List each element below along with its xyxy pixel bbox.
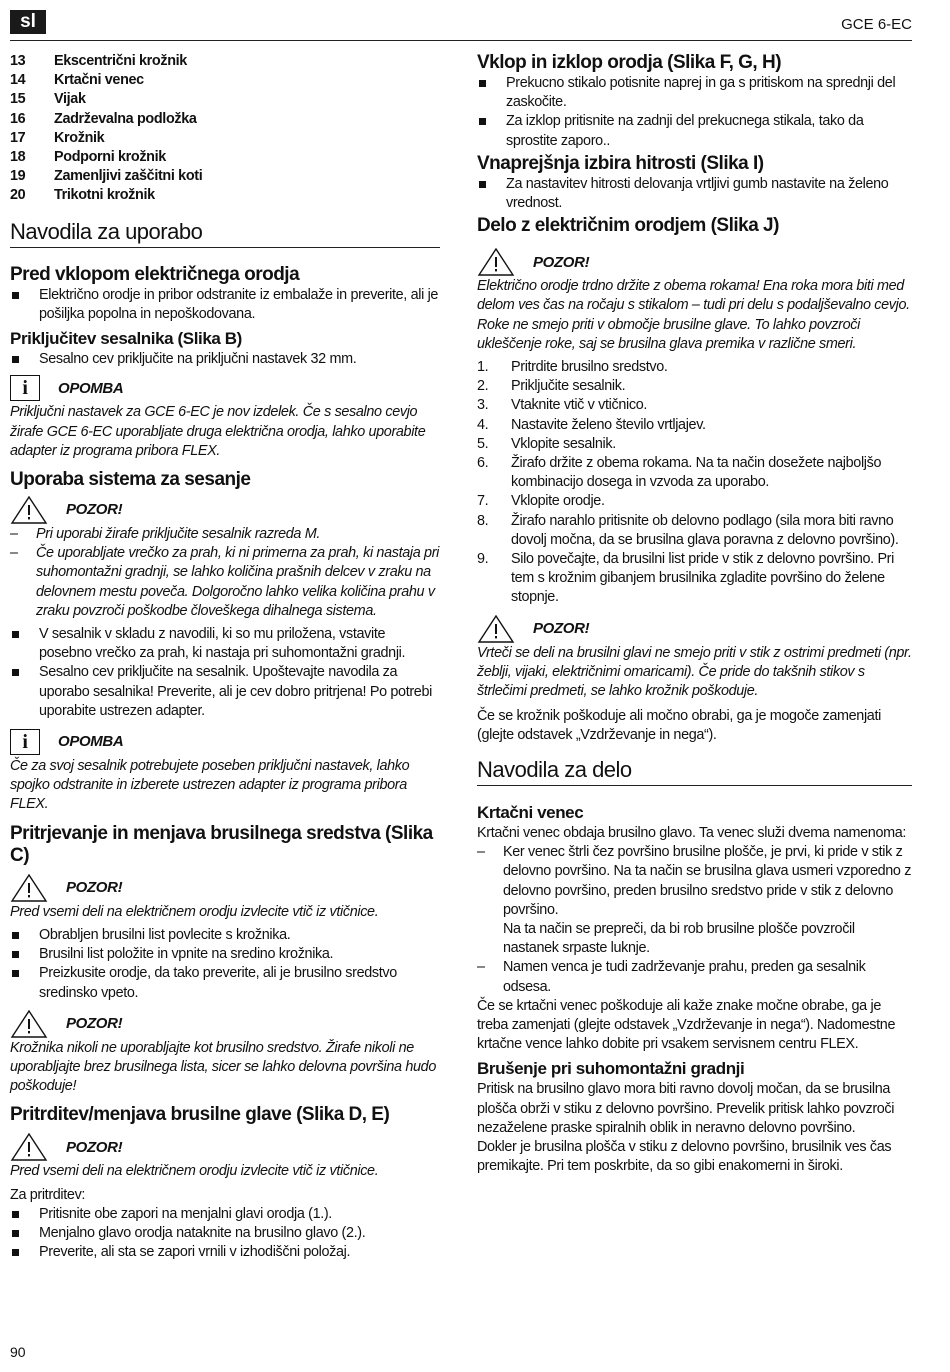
paragraph: Dokler je brusilna plošča v stiku z delovno površino, brusilnik ves čas premikajte. Pri tem poskrbite, da so gibi enakomerni in široki. xyxy=(477,1138,892,1175)
warning-text: Pred vsemi deli na električnem orodju izvlecite vtič iz vtičnice. xyxy=(10,1163,379,1180)
bullet-item: Brusilni list položite in vpnite na sredino krožnika. xyxy=(10,945,440,964)
note-text: Če za svoj sesalnik potrebujete poseben priključni nastavek, lahko spojko odstranite in izberete ustrezen adapter iz programa pribora FLEX. xyxy=(10,758,410,813)
warning-text: Električno orodje trdno držite z obema rokama! Ena roka mora biti med delom ves čas na ročaju s stikalom – tudi pri delu s podaljševalno cevjo. Roke ne smejo priti v območje brusilne glave. To lahko povzroči ukleščenje roke, saj se brusilna glava premika v različne smeri. xyxy=(477,278,910,352)
warning-text: Krožnika nikoli ne uporabljajte kot brusilno sredstvo. Žirafe nikoli ne uporabljajte brez brusilnega lista, sicer se lahko delovna površina hudo poškoduje! xyxy=(10,1039,436,1095)
list-item: 8. Žirafo narahlo pritisnite ob delovno podlago (sila mora biti ravno dovolj močna, da se brusilna glava poravna z delovno površino). xyxy=(477,512,899,548)
warning-triangle-icon xyxy=(10,496,48,524)
paragraph: Če se krožnik poškoduje ali močno obrabi, ga je mogoče zamenjati (glejte odstavek „Vzdrževanje in nega“). xyxy=(477,708,881,744)
right-column xyxy=(477,52,912,1176)
heading-working: Delo z električnim orodjem (Slika J) xyxy=(477,215,779,237)
list-item: 1. Pritrdite brusilno sredstvo. xyxy=(477,359,668,376)
list-item: 15 Vijak xyxy=(10,91,86,108)
heading-drywall: Brušenje pri suhomontažni gradnji xyxy=(477,1059,745,1079)
warning-callout: POZOR! xyxy=(477,614,912,644)
bullet-item: Preizkusite orodje, da tako preverite, ali je brusilno sredstvo sredinsko vpeto. xyxy=(10,964,440,1002)
heading-brush-ring: Krtačni venec xyxy=(477,802,584,822)
page-number: 90 xyxy=(10,1344,26,1360)
paragraph: Če se krtačni venec poškoduje ali kaže znake močne obrabe, ga je treba zamenjati (glejte odstavek „Vzdrževanje in nega“). Nadomestne krtačne vence lahko dobite pri vsakem servisnem centru FLEX. xyxy=(477,997,896,1053)
left-column xyxy=(10,52,440,1262)
list-item: 5. Vklopite sesalnik. xyxy=(477,435,616,452)
list-item: 9. Silo povečajte, da brusilni list pride v stik z delovno površino. Pri tem s krožnim gibanjem brusilnika zgladite površino do želene stopnje. xyxy=(477,551,894,606)
bullet-item: Menjalno glavo orodja nataknite na brusilno glavo (2.). xyxy=(10,1224,440,1243)
list-item: 4. Nastavite želeno število vrtljajev. xyxy=(477,416,706,433)
bullet-item: Prekucno stikalo potisnite naprej in ga s pritiskom na sprednji del zaskočite. xyxy=(477,74,912,112)
info-icon: i xyxy=(10,729,40,755)
steps-list xyxy=(477,358,912,608)
warning-callout: POZOR! xyxy=(10,1132,440,1162)
dash-item: – Če uporabljate vrečko za prah, ki ni primerna za prah, ki nastaja pri suhomontažni gradnji, se lahko količina prašnih delcev v zraku na delovnem mestu poveča. Dolgoročno lahko velika količina prahu v zraku povzroči poškodbe človeškega dihalnega sistema. xyxy=(10,545,439,619)
note-text: Priključni nastavek za GCE 6-EC je nov izdelek. Če s sesalno cevjo žirafe GCE 6-EC uporabljate druga električna orodja, lahko uporabite adapter iz programa pribora FLEX. xyxy=(10,404,426,459)
heading-suction-system: Uporaba sistema za sesanje xyxy=(10,469,251,491)
list-item: 19 Zamenljivi zaščitni koti xyxy=(10,168,203,185)
paragraph: Pritisk na brusilno glavo mora biti ravno dovolj močan, da se brusilna plošča obrži v stiku z delovno površino. Prevelik pritisk lahko povzroči nezaželene praske spiralnih oblik in neravno delovno površino. xyxy=(477,1081,895,1136)
warning-callout: POZOR! xyxy=(477,247,912,277)
bullet-item: Sesalno cev priključite na sesalnik. Upoštevajte navodila za uporabo sesalnika! Preverite, ali je cev dobro pritrjena! Po potrebi uporabite ustrezen adapter. xyxy=(10,663,440,721)
bullet-item: V sesalnik v skladu z navodili, ki so mu priložena, vstavite posebno vrečko za prah, ki nastaja pri suhomontažni gradnji. xyxy=(10,625,440,663)
list-item: 17 Krožnik xyxy=(10,129,105,146)
list-item: 18 Podporni krožnik xyxy=(10,149,166,166)
header-rule xyxy=(10,40,912,41)
list-item: 6. Žirafo držite z obema rokama. Na ta način dosežete najboljšo kombinacijo dosega in vzvoda za uporabo. xyxy=(477,455,882,491)
list-item: 13 Ekscentrični krožnik xyxy=(10,53,187,69)
warning-callout: POZOR! xyxy=(10,1009,440,1039)
bullet-item: Pritisnite obe zapori na menjalni glavi orodja (1.). xyxy=(10,1205,440,1224)
bullet-item: Za nastavitev hitrosti delovanja vrtljivi gumb nastavite na želeno vrednost. xyxy=(477,175,912,213)
warning-triangle-icon xyxy=(10,874,48,902)
list-item: 14 Krtačni venec xyxy=(10,72,144,89)
warning-triangle-icon xyxy=(10,1010,48,1038)
bullet-item: Za izklop pritisnite na zadnji del prekucnega stikala, tako da sprostite zaporo.. xyxy=(477,112,912,150)
heading-speed: Vnaprejšnja izbira hitrosti (Slika I) xyxy=(477,152,764,174)
list-item: 7. Vklopite orodje. xyxy=(477,493,605,510)
dash-item: – Ker venec štrli čez površino brusilne plošče, je prvi, ki pride v stik z delovno površino. Na ta način se brusilna glava usmeri vzporedno z delovno površino, preden brusilno sredstvo pride v stik z delovno površino. Na ta način se prepreči, da bi rob brusilne plošče povzročil nastanek srpaste luknje. xyxy=(477,844,912,957)
warning-triangle-icon xyxy=(477,615,515,643)
section-title-work-instructions: Navodila za delo xyxy=(477,760,912,786)
warning-text: Pred vsemi deli na električnem orodju izvlecite vtič iz vtičnice. xyxy=(10,903,379,920)
section-title-usage: Navodila za uporabo xyxy=(10,222,440,248)
note-callout: i OPOMBA xyxy=(10,373,440,403)
model-number: GCE 6-EC xyxy=(841,16,912,33)
bullet-item: Preverite, ali sta se zapori vrnili v izhodiščni položaj. xyxy=(10,1243,440,1262)
note-callout: i OPOMBA xyxy=(10,727,440,757)
warning-callout: POZOR! xyxy=(10,873,440,903)
warning-text: Vrteči se deli na brusilni glavi ne smejo priti v stik z ostrimi predmeti (npr. žeblji, vijaki, električnimi omaricami). Če pride do takšnih stikov s štrlečimi predmeti, se lahko krožnik poškoduje. xyxy=(477,644,912,700)
dash-item: – Namen venca je tudi zadrževanje prahu, preden ga sesalnik odsesa. xyxy=(477,959,866,995)
dash-item: – Pri uporabi žirafe priključite sesalnik razreda M. xyxy=(10,526,321,543)
bullet-item: Sesalno cev priključite na priključni nastavek 32 mm. xyxy=(10,350,440,369)
paragraph: Za pritrditev: xyxy=(10,1186,86,1203)
parts-list xyxy=(10,52,440,206)
bullet-item: Električno orodje in pribor odstranite iz embalaže in preverite, ali je pošiljka popolna in nepoškodovana. xyxy=(10,286,440,324)
bullet-item: Obrabljen brusilni list povlecite s krožnika. xyxy=(10,926,440,945)
heading-grinding-head: Pritrditev/menjava brusilne glave (Slika D, E) xyxy=(10,1104,390,1126)
list-item: 3. Vtaknite vtič v vtičnico. xyxy=(477,397,648,414)
heading-connect-vacuum: Priključitev sesalnika (Slika B) xyxy=(10,329,242,349)
heading-before-start: Pred vklopom električnega orodja xyxy=(10,263,300,285)
paragraph: Krtačni venec obdaja brusilno glavo. Ta venec služi dvema namenoma: xyxy=(477,824,907,841)
warning-callout: POZOR! xyxy=(10,495,440,525)
warning-triangle-icon xyxy=(10,1133,48,1161)
list-item: 16 Zadrževalna podložka xyxy=(10,110,197,127)
list-item: 2. Priključite sesalnik. xyxy=(477,378,626,395)
language-tab: sl xyxy=(10,10,46,34)
heading-abrasive: Pritrjevanje in menjava brusilnega sredstva (Slika C) xyxy=(10,822,433,866)
info-icon: i xyxy=(10,375,40,401)
list-item: 20 Trikotni krožnik xyxy=(10,187,155,204)
heading-on-off: Vklop in izklop orodja (Slika F, G, H) xyxy=(477,52,782,73)
warning-triangle-icon xyxy=(477,248,515,276)
